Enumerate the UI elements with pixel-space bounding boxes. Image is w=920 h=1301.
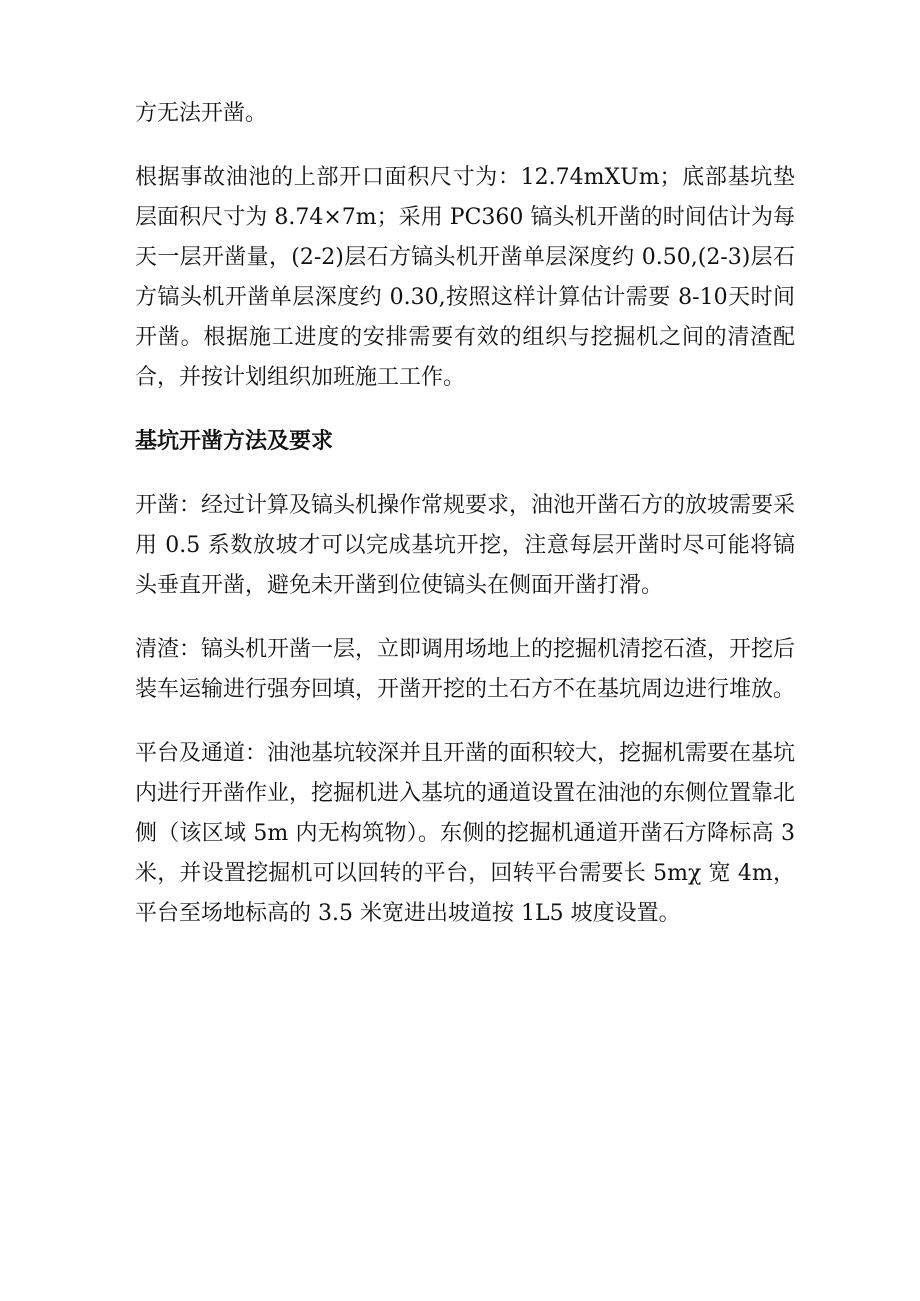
paragraph-schedule-estimate: 根据事故油池的上部开口面积尺寸为：12.74mXUm；底部基坑垫层面积尺寸为 8.74×7m；采用 PC360 镐头机开凿的时间估计为每天一层开凿量，(2-2)层石方镐头机开凿单层深度约 0.50,(2-3)层石方镐头机开凿单层深度约 0.30,按照这样计算估计需要 8-10天时间开凿。根据施工进度的安排需要有效的组织与挖掘机之间的清渣配合，并按计划组织加班施工工作。 — [135, 165, 795, 390]
paragraph-excavation: 开凿：经过计算及镐头机操作常规要求，油池开凿石方的放坡需要采用 0.5 系数放坡才可以完成基坑开挖，注意每层开凿时尽可能将镐头垂直开凿，避免未开凿到位使镐头在侧面开凿打滑。 — [135, 493, 796, 598]
paragraph-continuation: 方无法开凿。 — [135, 101, 268, 126]
paragraph-debris-removal: 清渣：镐头机开凿一层，立即调用场地上的挖掘机清挖石渣，开挖后装车运输进行强夯回填，开凿开挖的土石方不在基坑周边进行堆放。 — [135, 637, 796, 702]
paragraph-platform-access: 平台及通道：油池基坑较深并且开凿的面积较大，挖掘机需要在基坑内进行开凿作业，挖掘机进入基坑的通道设置在油池的东侧位置靠北侧（该区域 5m 内无构筑物）。东侧的挖掘机通道开凿石方降标高 3 米，并设置挖掘机可以回转的平台，回转平台需要长 5mχ 宽 4m，平台至场地标高的 3.5 米宽进出坡道按 1L5 坡度设置。 — [135, 741, 796, 926]
section-heading: 基坑开凿方法及要求 — [135, 429, 334, 454]
document-body — [135, 94, 795, 958]
